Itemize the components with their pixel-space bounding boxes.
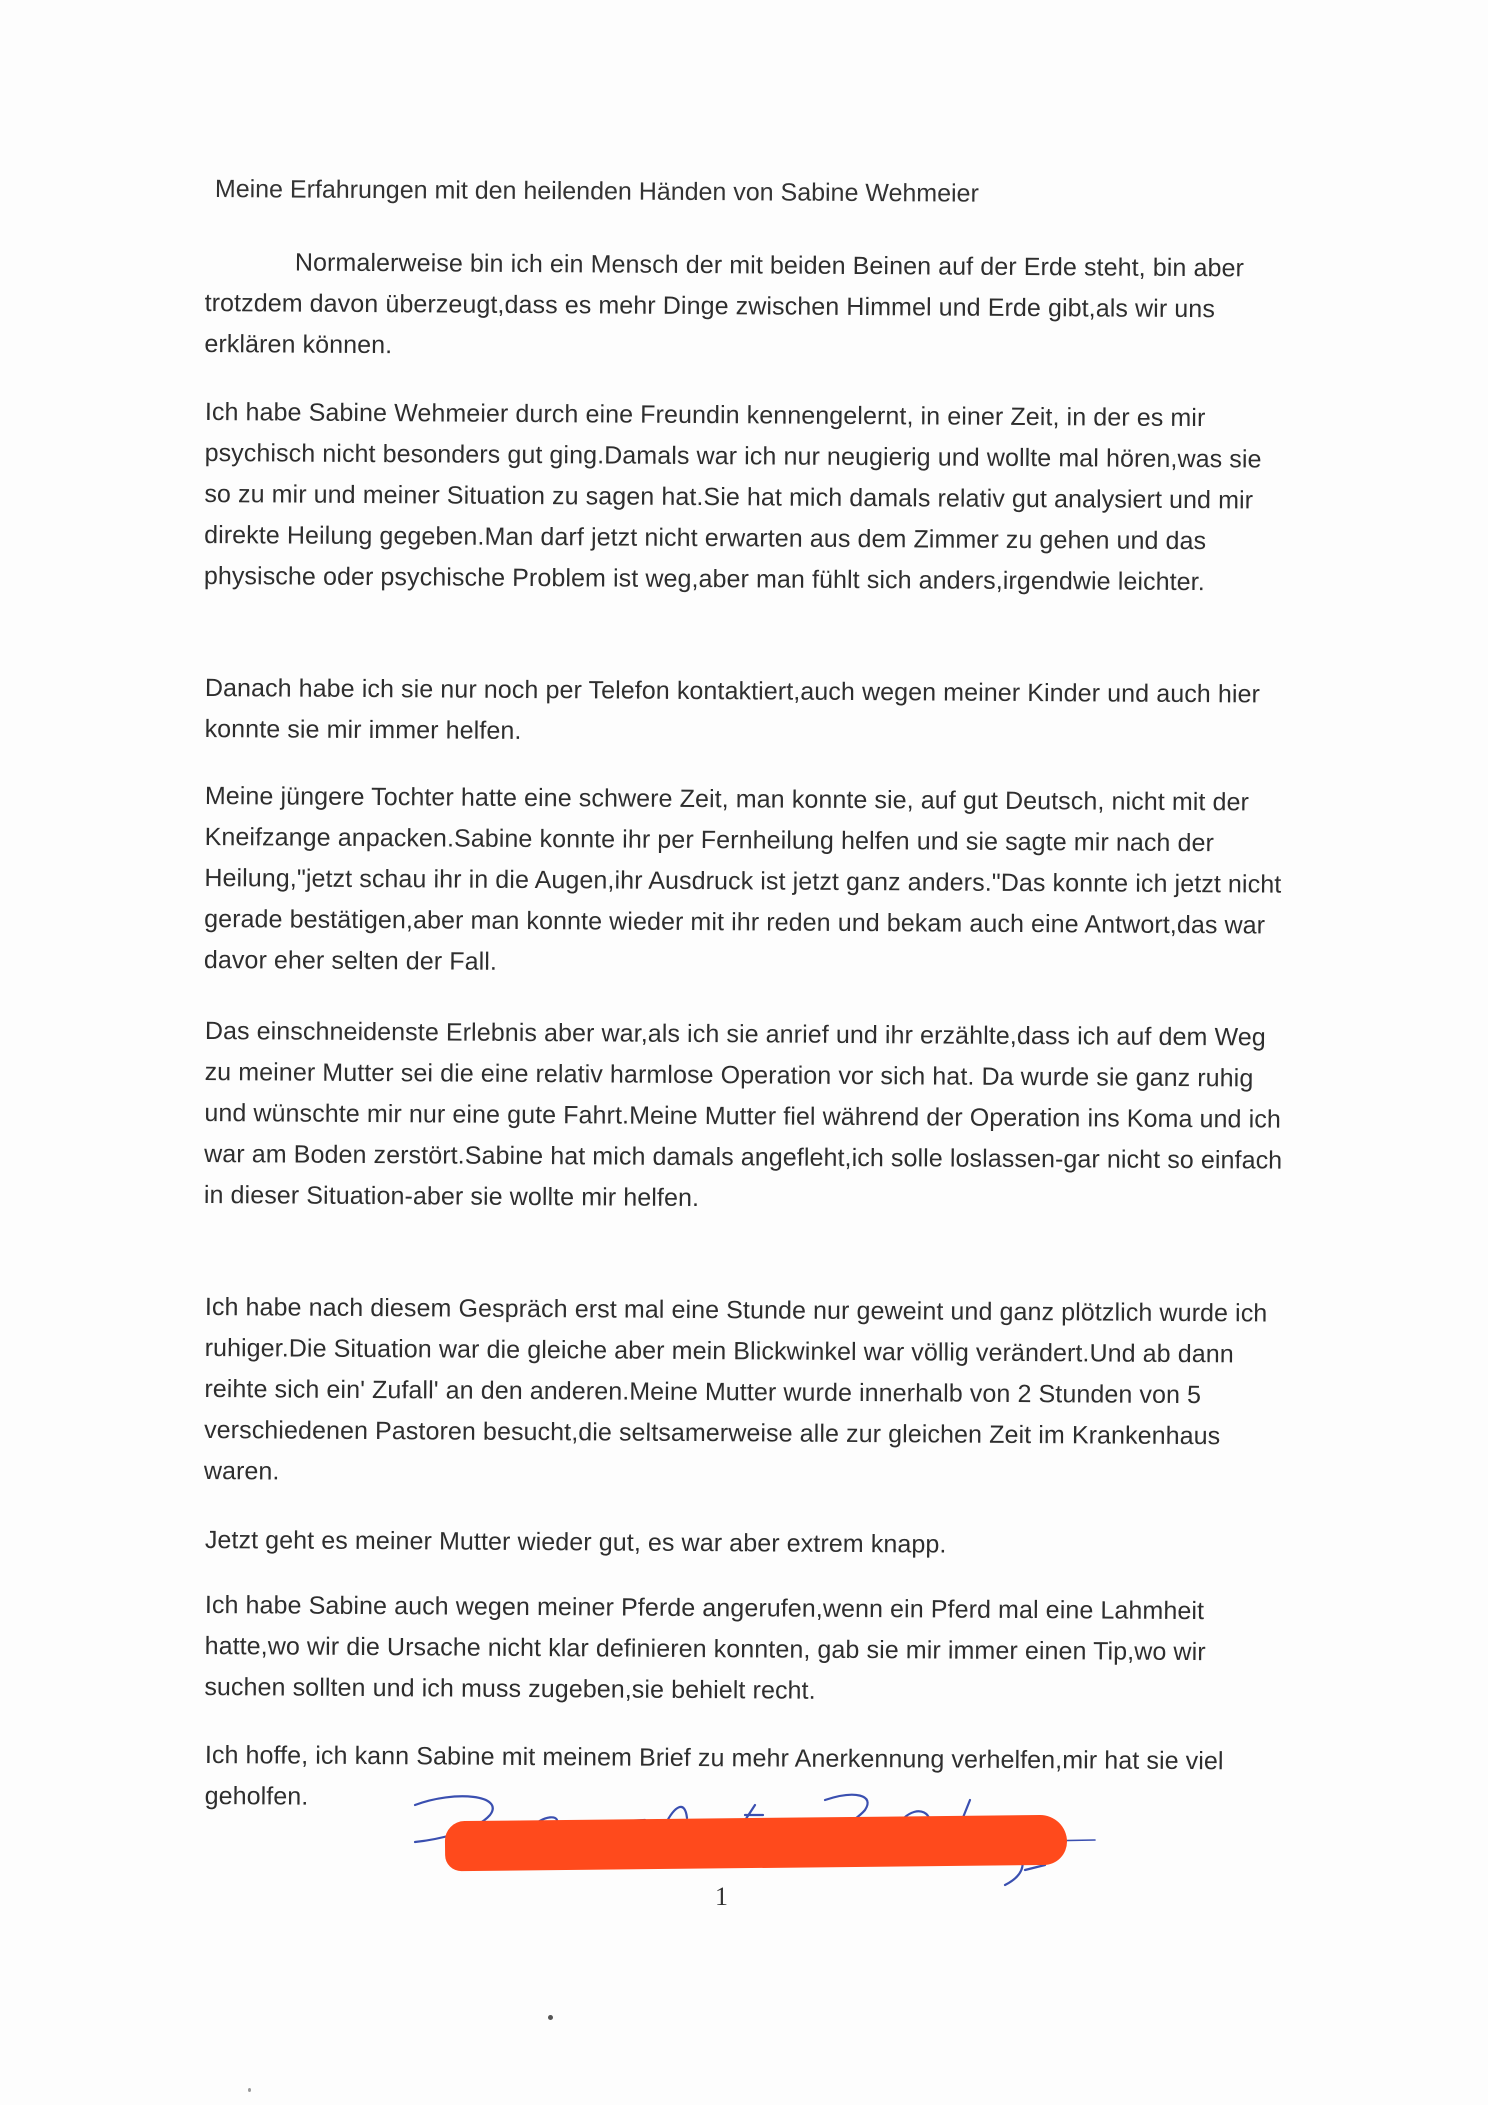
page-number: 1	[715, 1882, 728, 1911]
document-title: Meine Erfahrungen mit den heilenden Händen von Sabine Wehmeier	[214, 175, 979, 208]
paragraph-5: Das einschneidenste Erlebnis aber war,als ich sie anrief und ihr erzählte,dass ich auf dem Weg zu meiner Mutter sei die eine relativ harmlose Operation vor sich hat. Da wurde sie ganz ruhig und wünschte mir nur eine gute Fahrt.Meine Mutter fiel während der Operation ins Koma und ich war am Boden zerstört.Sabine hat mich damals angefleht,ich solle loslassen-gar nicht so einfach in dieser Situation-aber sie wollte mir helfen.	[203, 1016, 1283, 1213]
paragraph-6: Ich habe nach diesem Gespräch erst mal eine Stunde nur geweint und ganz plötzlich wurde ich ruhiger.Die Situation war die gleiche aber mein Blickwinkel war völlig verändert.Und ab dann reihte sich ein' Zufall' an den anderen.Meine Mutter wurde innerhalb von 2 Stunden von 5 verschiedenen Pastoren besucht,die seltsamerweise alle zur gleichen Zeit im Krankenhaus waren.	[203, 1292, 1268, 1486]
paragraph-8: Ich habe Sabine auch wegen meiner Pferde angerufen,wenn ein Pferd mal eine Lahmheit hatte,wo wir die Ursache nicht klar definieren konnten, gab sie mir immer einen Tip,wo wir suchen sollten und ich muss zugeben,sie behielt recht.	[204, 1590, 1206, 1705]
scan-speck	[248, 2088, 251, 2092]
redaction-bar	[445, 1815, 1067, 1872]
paragraph-9: Ich hoffe, ich kann Sabine mit meinem Brief zu mehr Anerkennung verhelfen,mir hat sie viel geholfen.	[204, 1740, 1224, 1811]
scan-speck	[548, 2015, 553, 2020]
paragraph-3: Danach habe ich sie nur noch per Telefon kontaktiert,auch wegen meiner Kinder und auch hier konnte sie mir immer helfen.	[204, 673, 1261, 745]
paragraph-2: Ich habe Sabine Wehmeier durch eine Freundin kennengelernt, in einer Zeit, in der es mir psychisch nicht besonders gut ging.Damals war ich nur neugierig und wollte mal hören,was sie so zu mir und meiner Situation zu sagen hat.Sie hat mich damals relativ gut analysiert und mir direkte Heilung gegeben.Man darf jetzt nicht erwarten aus dem Zimmer zu gehen und das physische oder psychische Problem ist weg,aber man fühlt sich anders,irgendwie leichter.	[203, 397, 1262, 597]
paragraph-7: Jetzt geht es meiner Mutter wieder gut, es war aber extrem knapp.	[204, 1525, 947, 1559]
paragraph-1: Normalerweise bin ich ein Mensch der mit beiden Beinen auf der Erde steht, bin aber trotzdem davon überzeugt,dass es mehr Dinge zwischen Himmel und Erde gibt,als wir uns erklären können.	[204, 248, 1245, 360]
paragraph-4: Meine jüngere Tochter hatte eine schwere Zeit, man konnte sie, auf gut Deutsch, nicht mit der Kneifzange anpacken.Sabine konnte ihr per Fernheilung helfen und sie sagte mir nach der Heilung,"jetzt schau ihr in die Augen,ihr Ausdruck ist jetzt ganz anders."Das konnte ich jetzt nicht gerade bestätigen,aber man konnte wieder mit ihr reden und bekam auch eine Antwort,das war davor eher selten der Fall.	[203, 781, 1282, 976]
